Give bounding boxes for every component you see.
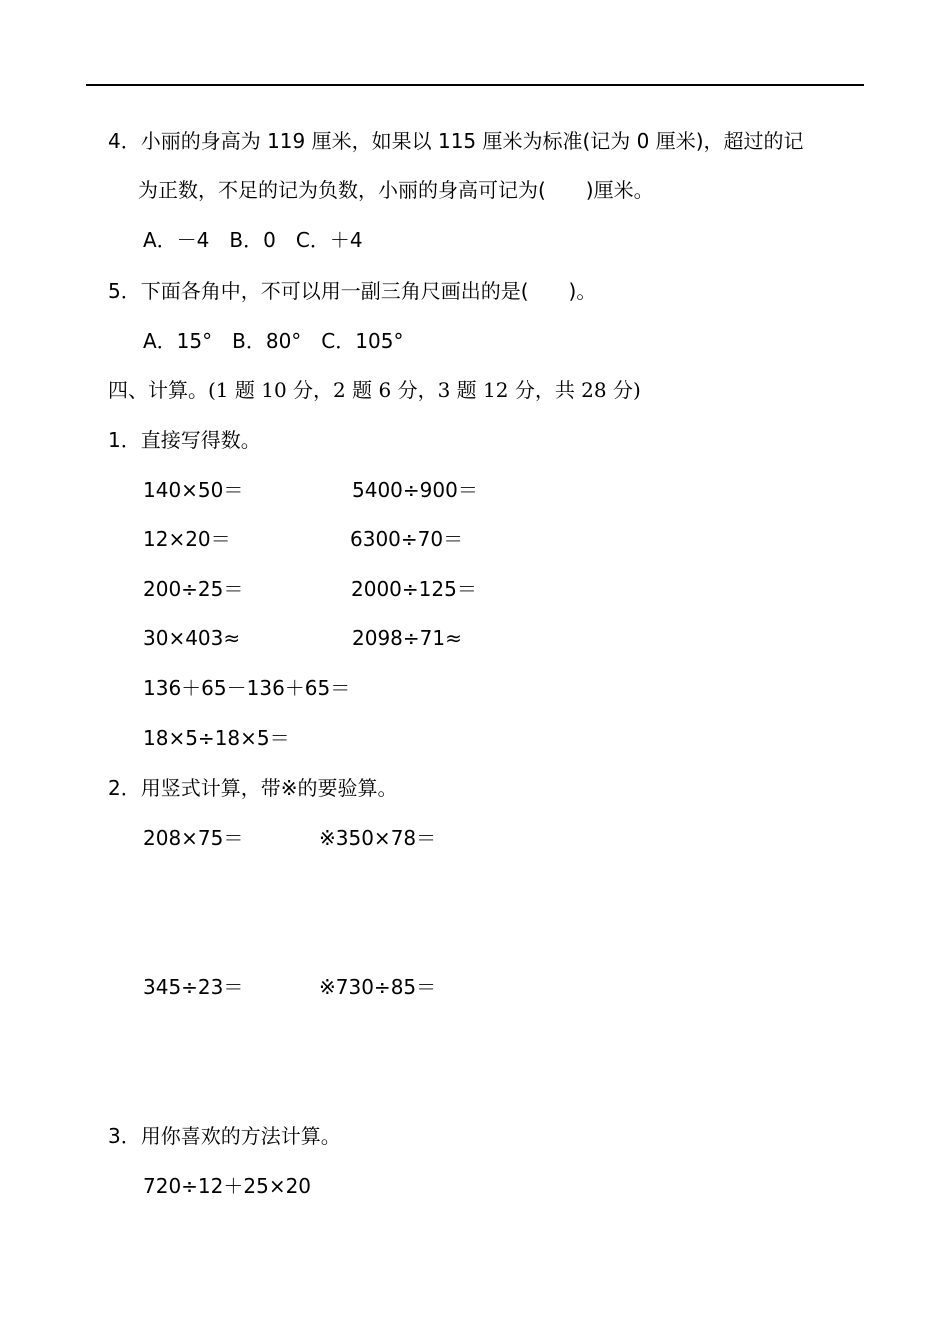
calc-right-2: 6300÷70＝: [350, 527, 464, 551]
calc-extra-1: 136＋65－136＋65＝: [143, 676, 351, 700]
calc-left-3: 200÷25＝: [143, 577, 244, 601]
vertical-calc-3: 345÷23＝: [143, 975, 244, 999]
part1-heading: 1．直接写得数。: [108, 428, 261, 452]
q4-line1: 4．小丽的身高为 119 厘米，如果以 115 厘米为标准(记为 0 厘米)，超过的记: [108, 129, 804, 153]
part2-heading: 2．用竖式计算，带※的要验算。: [108, 776, 398, 800]
q4-line2: 为正数，不足的记为负数，小丽的身高可记为( )厘米。: [138, 178, 654, 202]
calc-right-4: 2098÷71≈: [352, 626, 462, 650]
section4-title: 四、计算。(1 题 10 分，2 题 6 分，3 题 12 分，共 28 分): [108, 378, 641, 402]
q5-options: A．15° B．80° C．105°: [143, 329, 404, 353]
calc-left-4: 30×403≈: [143, 626, 241, 650]
part3-heading: 3．用你喜欢的方法计算。: [108, 1124, 341, 1148]
calc-right-1: 5400÷900＝: [352, 478, 478, 502]
vertical-calc-4: ※730÷85＝: [319, 975, 437, 999]
calc-left-2: 12×20＝: [143, 527, 231, 551]
vertical-calc-2: ※350×78＝: [319, 826, 437, 850]
part3-expression: 720÷12＋25×20: [143, 1174, 312, 1198]
q5-line1: 5．下面各角中，不可以用一副三角尺画出的是( )。: [108, 279, 597, 303]
vertical-calc-1: 208×75＝: [143, 826, 244, 850]
calc-extra-2: 18×5÷18×5＝: [143, 726, 290, 750]
header-rule: [86, 84, 864, 86]
calc-right-3: 2000÷125＝: [351, 577, 477, 601]
calc-left-1: 140×50＝: [143, 478, 244, 502]
q4-options: A．－4 B．0 C．＋4: [143, 228, 363, 252]
